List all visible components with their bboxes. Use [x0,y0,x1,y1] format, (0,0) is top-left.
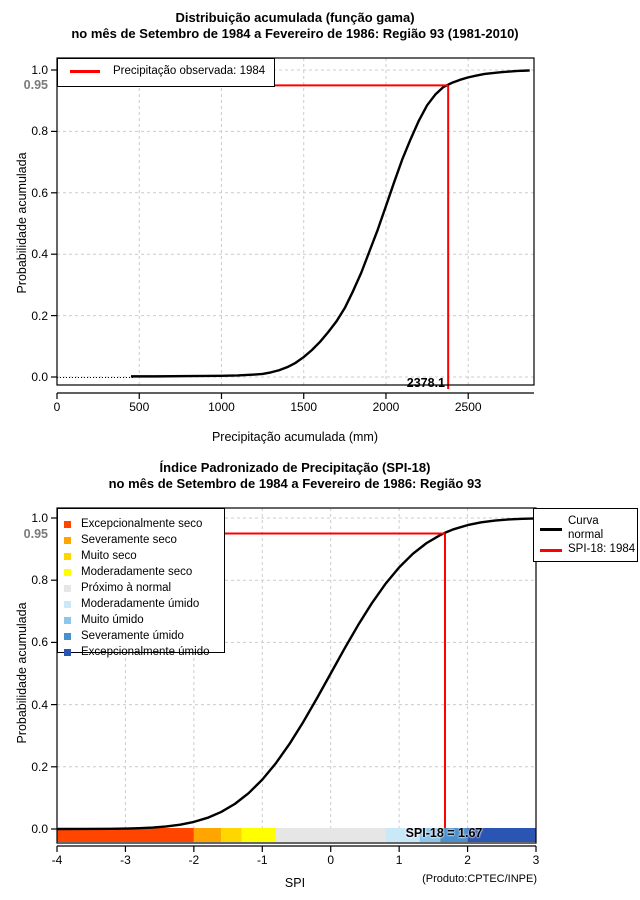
legend-color-swatch [64,633,71,640]
y-tick-label: 1.0 [31,511,48,525]
x-tick-label: 1 [395,853,403,867]
legend-item [58,516,224,532]
legend-color-swatch [64,601,71,608]
chart2-curve-legend [533,508,638,562]
legend-item [58,580,224,596]
legend-item [58,644,224,660]
y-tick-label: 1.0 [31,63,48,77]
x-tick-label: 1000 [208,400,235,414]
cdf-curve [131,70,530,376]
legend-item-label: Moderadamente úmido [81,598,200,610]
chart2-title: Índice Padronizado de Precipitação (SPI-18) [159,460,431,475]
chart2-x-axis-label: SPI [284,876,306,890]
chart1-095-tick-label: 0.95 [23,78,48,92]
chart1-x-axis-label: Precipitação acumulada (mm) [211,430,379,444]
chart1-marker-value: 2378.1 [406,376,445,390]
x-tick-label: 2 [464,853,471,867]
chart2-legend-normal-label: Curva normal [568,515,604,541]
legend-color-swatch [64,649,71,656]
x-tick-label: 2500 [454,400,482,414]
chart1-legend-label: Precipitação observada: 1984 [113,65,266,77]
spi-category-bar-segment [221,828,242,842]
chart1-subtitle: no mês de Setembro de 1984 a Fevereiro de 1986: Região 93 (1981-2010) [71,26,519,41]
plot-box [57,58,534,385]
y-tick-label: 0.2 [31,759,48,774]
legend-color-swatch [64,537,71,544]
x-tick-label: 500 [129,400,150,414]
normal-curve-line-sample [540,528,562,531]
chart2-095-tick-label: 0.95 [23,527,48,541]
x-tick-label: -1 [256,853,268,867]
x-tick-label: 3 [532,853,540,867]
chart1-title: Distribuição acumulada (função gama) [175,10,415,25]
legend-item-label: Excepcionalmente seco [81,518,203,530]
x-tick-label: -3 [120,853,131,867]
spi-category-bar-segment [242,828,276,842]
chart2-legend-spi-label: SPI-18: 1984 [568,543,636,555]
x-tick-label: 0 [53,400,61,414]
y-tick-label: 0.8 [31,124,48,139]
legend-item [58,612,224,628]
credit-text: (Produto:CPTEC/INPE) [422,873,537,885]
chart2-marker-value: SPI-18 = 1.67 [405,826,483,840]
legend-item-label: Excepcionalmente úmido [81,646,210,658]
y-tick-label: 0.4 [31,247,48,262]
legend-item [58,548,224,564]
y-tick-label: 0.2 [31,308,48,323]
spi-1984-line-sample [540,549,562,552]
x-tick-label: 2000 [372,400,400,414]
legend-item [58,532,224,548]
y-tick-label: 0.8 [31,573,48,588]
legend-item-label: Muito úmido [81,614,144,626]
x-tick-label: 0 [327,853,335,867]
legend-item [58,628,224,644]
y-tick-label: 0.0 [31,822,48,836]
y-tick-label: 0.6 [31,635,48,650]
chart2-category-legend [57,508,225,658]
y-tick-label: 0.6 [31,185,48,200]
y-tick-label: 0.0 [31,370,48,384]
legend-item [58,564,224,580]
chart2-subtitle: no mês de Setembro de 1984 a Fevereiro de 1986: Região 93 [108,476,482,491]
x-tick-label: 1500 [290,400,318,414]
x-tick-label: -2 [188,853,200,867]
legend-color-swatch [64,585,71,592]
legend-color-swatch [64,569,71,576]
legend-item-label: Muito seco [81,550,137,562]
legend-item [58,596,224,612]
legend-item-label: Moderadamente seco [81,566,193,578]
legend-item-label: Severamente seco [81,534,177,546]
x-tick-label: -4 [51,853,63,867]
legend-item-label: Severamente úmido [81,630,184,642]
chart1-y-axis-label: Probabilidade acumulada [15,152,29,294]
legend-color-swatch [64,617,71,624]
chart2-y-axis-label: Probabilidade acumulada [15,602,29,744]
y-tick-label: 0.4 [31,697,48,712]
legend-item-label: Próximo à normal [81,582,172,594]
spi-category-bar-segment [194,828,221,842]
observed-precip-line-sample [70,70,100,73]
chart1-legend [57,58,275,87]
legend-color-swatch [64,553,71,560]
legend-color-swatch [64,521,71,528]
